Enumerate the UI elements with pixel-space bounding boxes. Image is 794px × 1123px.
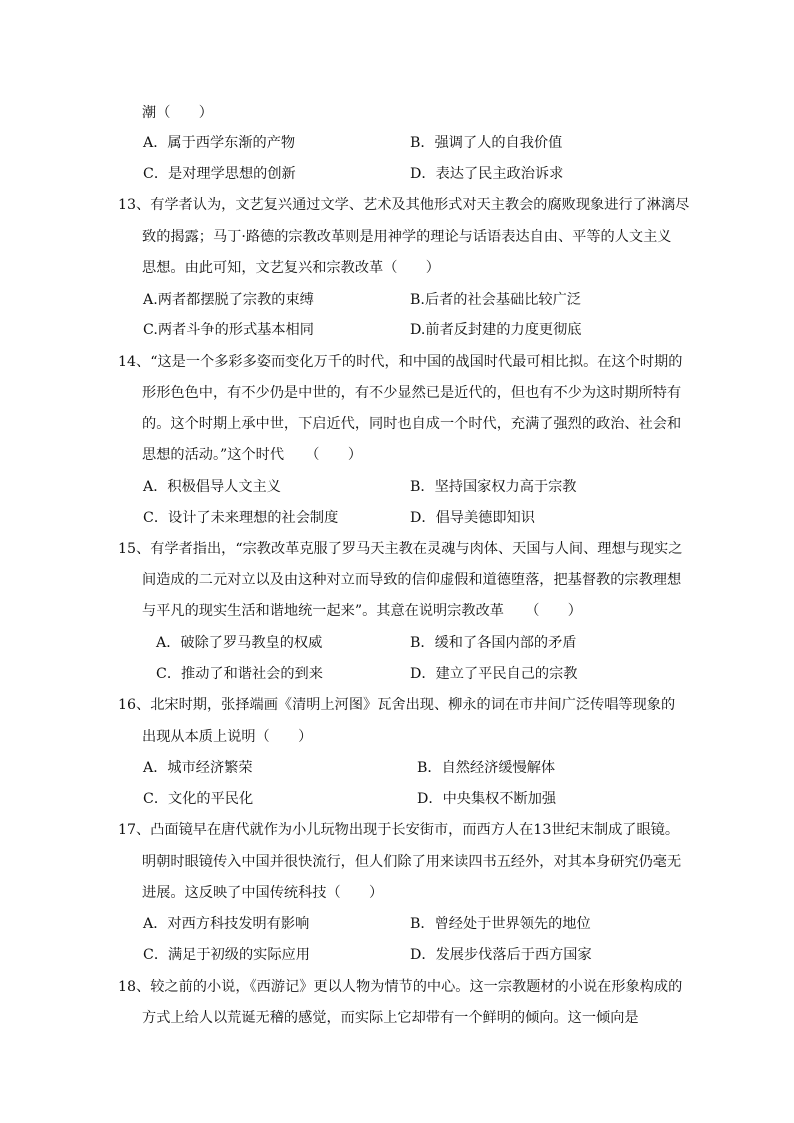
q15-option-b[interactable]: B．缓和了各国内部的矛盾 [410,635,577,651]
q18-stem-line-1: 18、较之前的小说，《西游记》更以人物为情节的中心。这一宗教题材的小说在形象构成的 [118,979,683,995]
q17-stem-line-1: 17、凸面镜早在唐代就作为小儿玩物出现于长安街市，而西方人在13世纪末制成了眼镜。 [118,822,680,838]
q16-stem-line-2: 出现从本质上说明（ ） [142,729,313,745]
q15-option-a[interactable]: A．破除了罗马教皇的权威 [156,635,323,651]
q16-option-c[interactable]: C．文化的平民化 [143,791,254,807]
q13-option-d[interactable]: D.前者反封建的力度更彻底 [410,322,582,338]
q14-option-b[interactable]: B．坚持国家权力高于宗教 [410,479,577,495]
q17-option-c[interactable]: C．满足于初级的实际应用 [143,947,310,963]
q13-option-a[interactable]: A.两者都摆脱了宗教的束缚 [143,292,314,308]
q12-option-b[interactable]: B．强调了人的自我价值 [410,135,563,151]
q16-option-d[interactable]: D．中央集权不断加强 [417,791,557,807]
q14-stem-line-2: 形形色色中，有不少仍是中世的，有不少显然已是近代的，但也有不少为这时期所特有 [142,385,682,401]
q17-stem-line-3: 进展。这反映了中国传统科技（ ） [142,885,384,901]
q16-stem-line-1: 16、北宋时期，张择端画《清明上河图》瓦舍出现、柳永的词在市井间广泛传唱等现象的 [118,697,676,713]
q15-option-d[interactable]: D．建立了平民自己的宗教 [410,666,578,682]
q13-option-c[interactable]: C.两者斗争的形式基本相同 [143,322,314,338]
q16-option-a[interactable]: A．城市经济繁荣 [143,760,253,776]
q14-option-d[interactable]: D．倡导美德即知识 [410,510,535,526]
q12-stem-tail: 潮（ ） [142,105,213,121]
q14-stem-line-4: 思想的活动。”这个时代 （ ） [142,447,363,463]
q12-option-c[interactable]: C．是对理学思想的创新 [143,166,296,182]
q17-stem-line-2: 明朝时眼镜传入中国并很快流行，但人们除了用来读四书五经外，对其本身研究仍毫无 [142,854,682,870]
q18-stem-line-2: 方式上给人以荒诞无稽的感觉，而实际上它却带有一个鲜明的倾向。这一倾向是 [142,1010,639,1026]
q14-option-a[interactable]: A．积极倡导人文主义 [143,479,281,495]
q17-option-b[interactable]: B．曾经处于世界领先的地位 [410,916,591,932]
q17-option-d[interactable]: D．发展步伐落后于西方国家 [410,947,592,963]
q13-stem-line-1: 13、有学者认为，文艺复兴通过文学、艺术及其他形式对天主教会的腐败现象进行了淋漓尽 [118,197,690,213]
q15-stem-line-1: 15、有学者指出，“宗教改革克服了罗马天主教在灵魂与肉体、天国与人间、理想与现实之 [118,541,683,557]
q13-stem-line-3: 思想。由此可知，文艺复兴和宗教改革（ ） [142,260,440,276]
q13-option-b[interactable]: B.后者的社会基础比较广泛 [410,292,581,308]
q15-stem-line-2: 间造成的二元对立以及由这种对立而导致的信仰虚假和道德堕落，把基督教的宗教理想 [142,572,682,588]
q17-option-a[interactable]: A．对西方科技发明有影响 [143,916,310,932]
q14-stem-line-1: 14、“这是一个多彩多姿而变化万千的时代，和中国的战国时代最可相比拟。在这个时期的 [118,354,683,370]
q13-stem-line-2: 致的揭露；马丁·路德的宗教改革则是用神学的理论与话语表达自由、平等的人文主义 [142,229,672,245]
q14-stem-line-3: 的。这个时期上承中世，下启近代，同时也自成一个时代，充满了强烈的政治、社会和 [142,416,682,432]
q15-stem-line-3: 与平凡的现实生活和谐地统一起来”。其意在说明宗教改革 （ ） [142,603,582,619]
q12-option-d[interactable]: D．表达了民主政治诉求 [410,166,564,182]
q12-option-a[interactable]: A．属于西学东渐的产物 [143,135,296,151]
q14-option-c[interactable]: C．设计了未来理想的社会制度 [143,510,339,526]
q16-option-b[interactable]: B．自然经济缓慢解体 [417,760,556,776]
q15-option-c[interactable]: C．推动了和谐社会的到来 [156,666,323,682]
